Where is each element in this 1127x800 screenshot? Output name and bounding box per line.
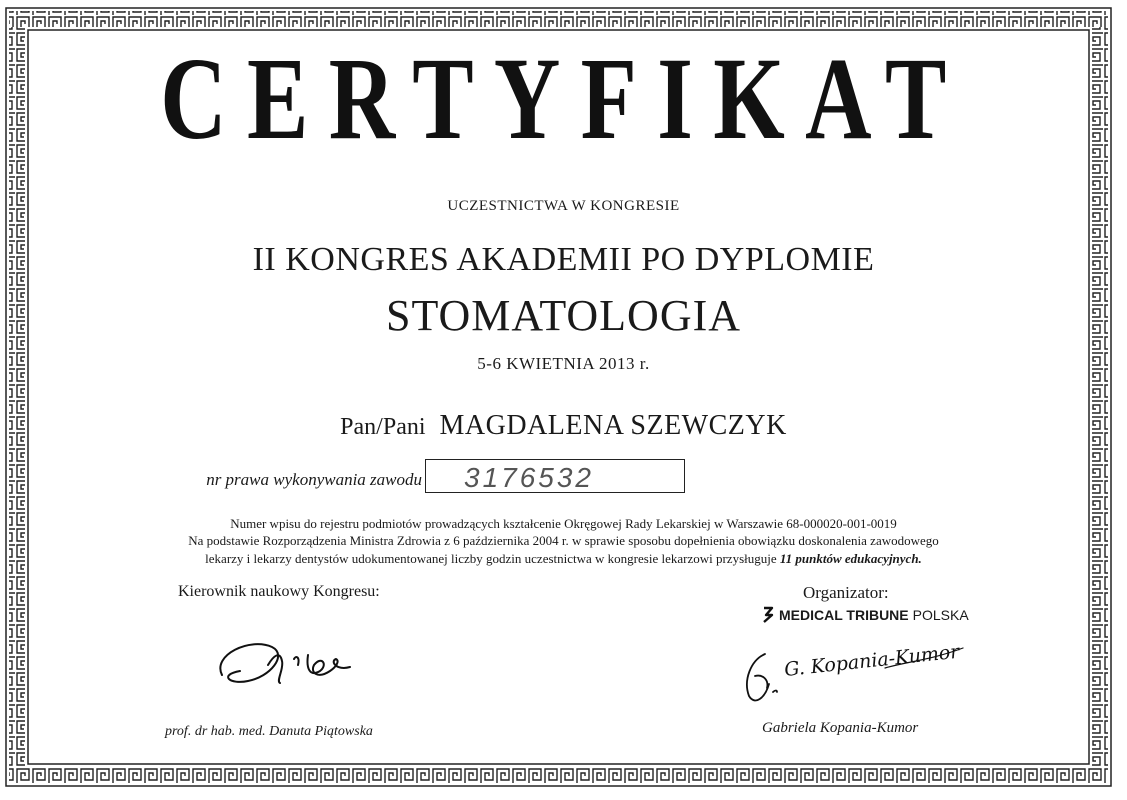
participant-name-row: [0, 410, 1127, 442]
participant-name: MAGDALENA SZEWCZYK: [439, 410, 787, 441]
organizer-logo: [761, 604, 969, 626]
registry-note: Numer wpisu do rejestru podmiotów prowadzących kształcenie Okręgowej Rady Lekarskiej w Warszawie 68-000020-001-0019: [230, 516, 897, 531]
scientific-director-name: prof. dr hab. med. Danuta Piątowska: [165, 724, 373, 739]
points-note: [0, 551, 1127, 567]
medical-tribune-logo-icon: [761, 606, 775, 624]
congress-date: 5-6 KWIETNIA 2013 r.: [477, 354, 650, 373]
organizer-logo-name: MEDICAL TRIBUNE: [779, 607, 909, 623]
license-number: 3176532: [464, 462, 595, 493]
education-points: 11 punktów edukacyjnych.: [779, 551, 922, 566]
scientific-director-heading: Kierownik naukowy Kongresu:: [178, 583, 380, 600]
scientific-director-signature: [210, 625, 370, 695]
organizer-heading: Organizator:: [803, 583, 889, 602]
participant-name-label: Pan/Pani: [340, 414, 426, 440]
organizer-logo-country: POLSKA: [912, 607, 969, 623]
certificate-title: CERTYFIKAT: [160, 33, 967, 164]
certificate-subtitle: UCZESTNICTWA W KONGRESIE: [447, 198, 680, 214]
license-number-box: [425, 459, 685, 493]
organizer-representative-name: Gabriela Kopania-Kumor: [762, 720, 919, 736]
congress-specialty: STOMATOLOGIA: [385, 291, 742, 340]
congress-title: II KONGRES AKADEMII PO DYPLOMIE: [252, 241, 875, 278]
organizer-signature: [735, 640, 970, 710]
regulation-note: Na podstawie Rozporządzenia Ministra Zdrowia z 6 października 2004 r. w sprawie sposobu dopełnienia obowiązku doskonalenia zawodowego: [188, 533, 939, 548]
license-number-label: nr prawa wykonywania zawodu: [206, 470, 422, 489]
points-note-text: lekarzy i lekarzy dentystów udokumentowanej liczby godzin uczestnictwa w kongresie lekarzowi przysługuje: [205, 551, 777, 566]
organizer-signature-script: G. Kopania-Kumor: [783, 640, 961, 681]
